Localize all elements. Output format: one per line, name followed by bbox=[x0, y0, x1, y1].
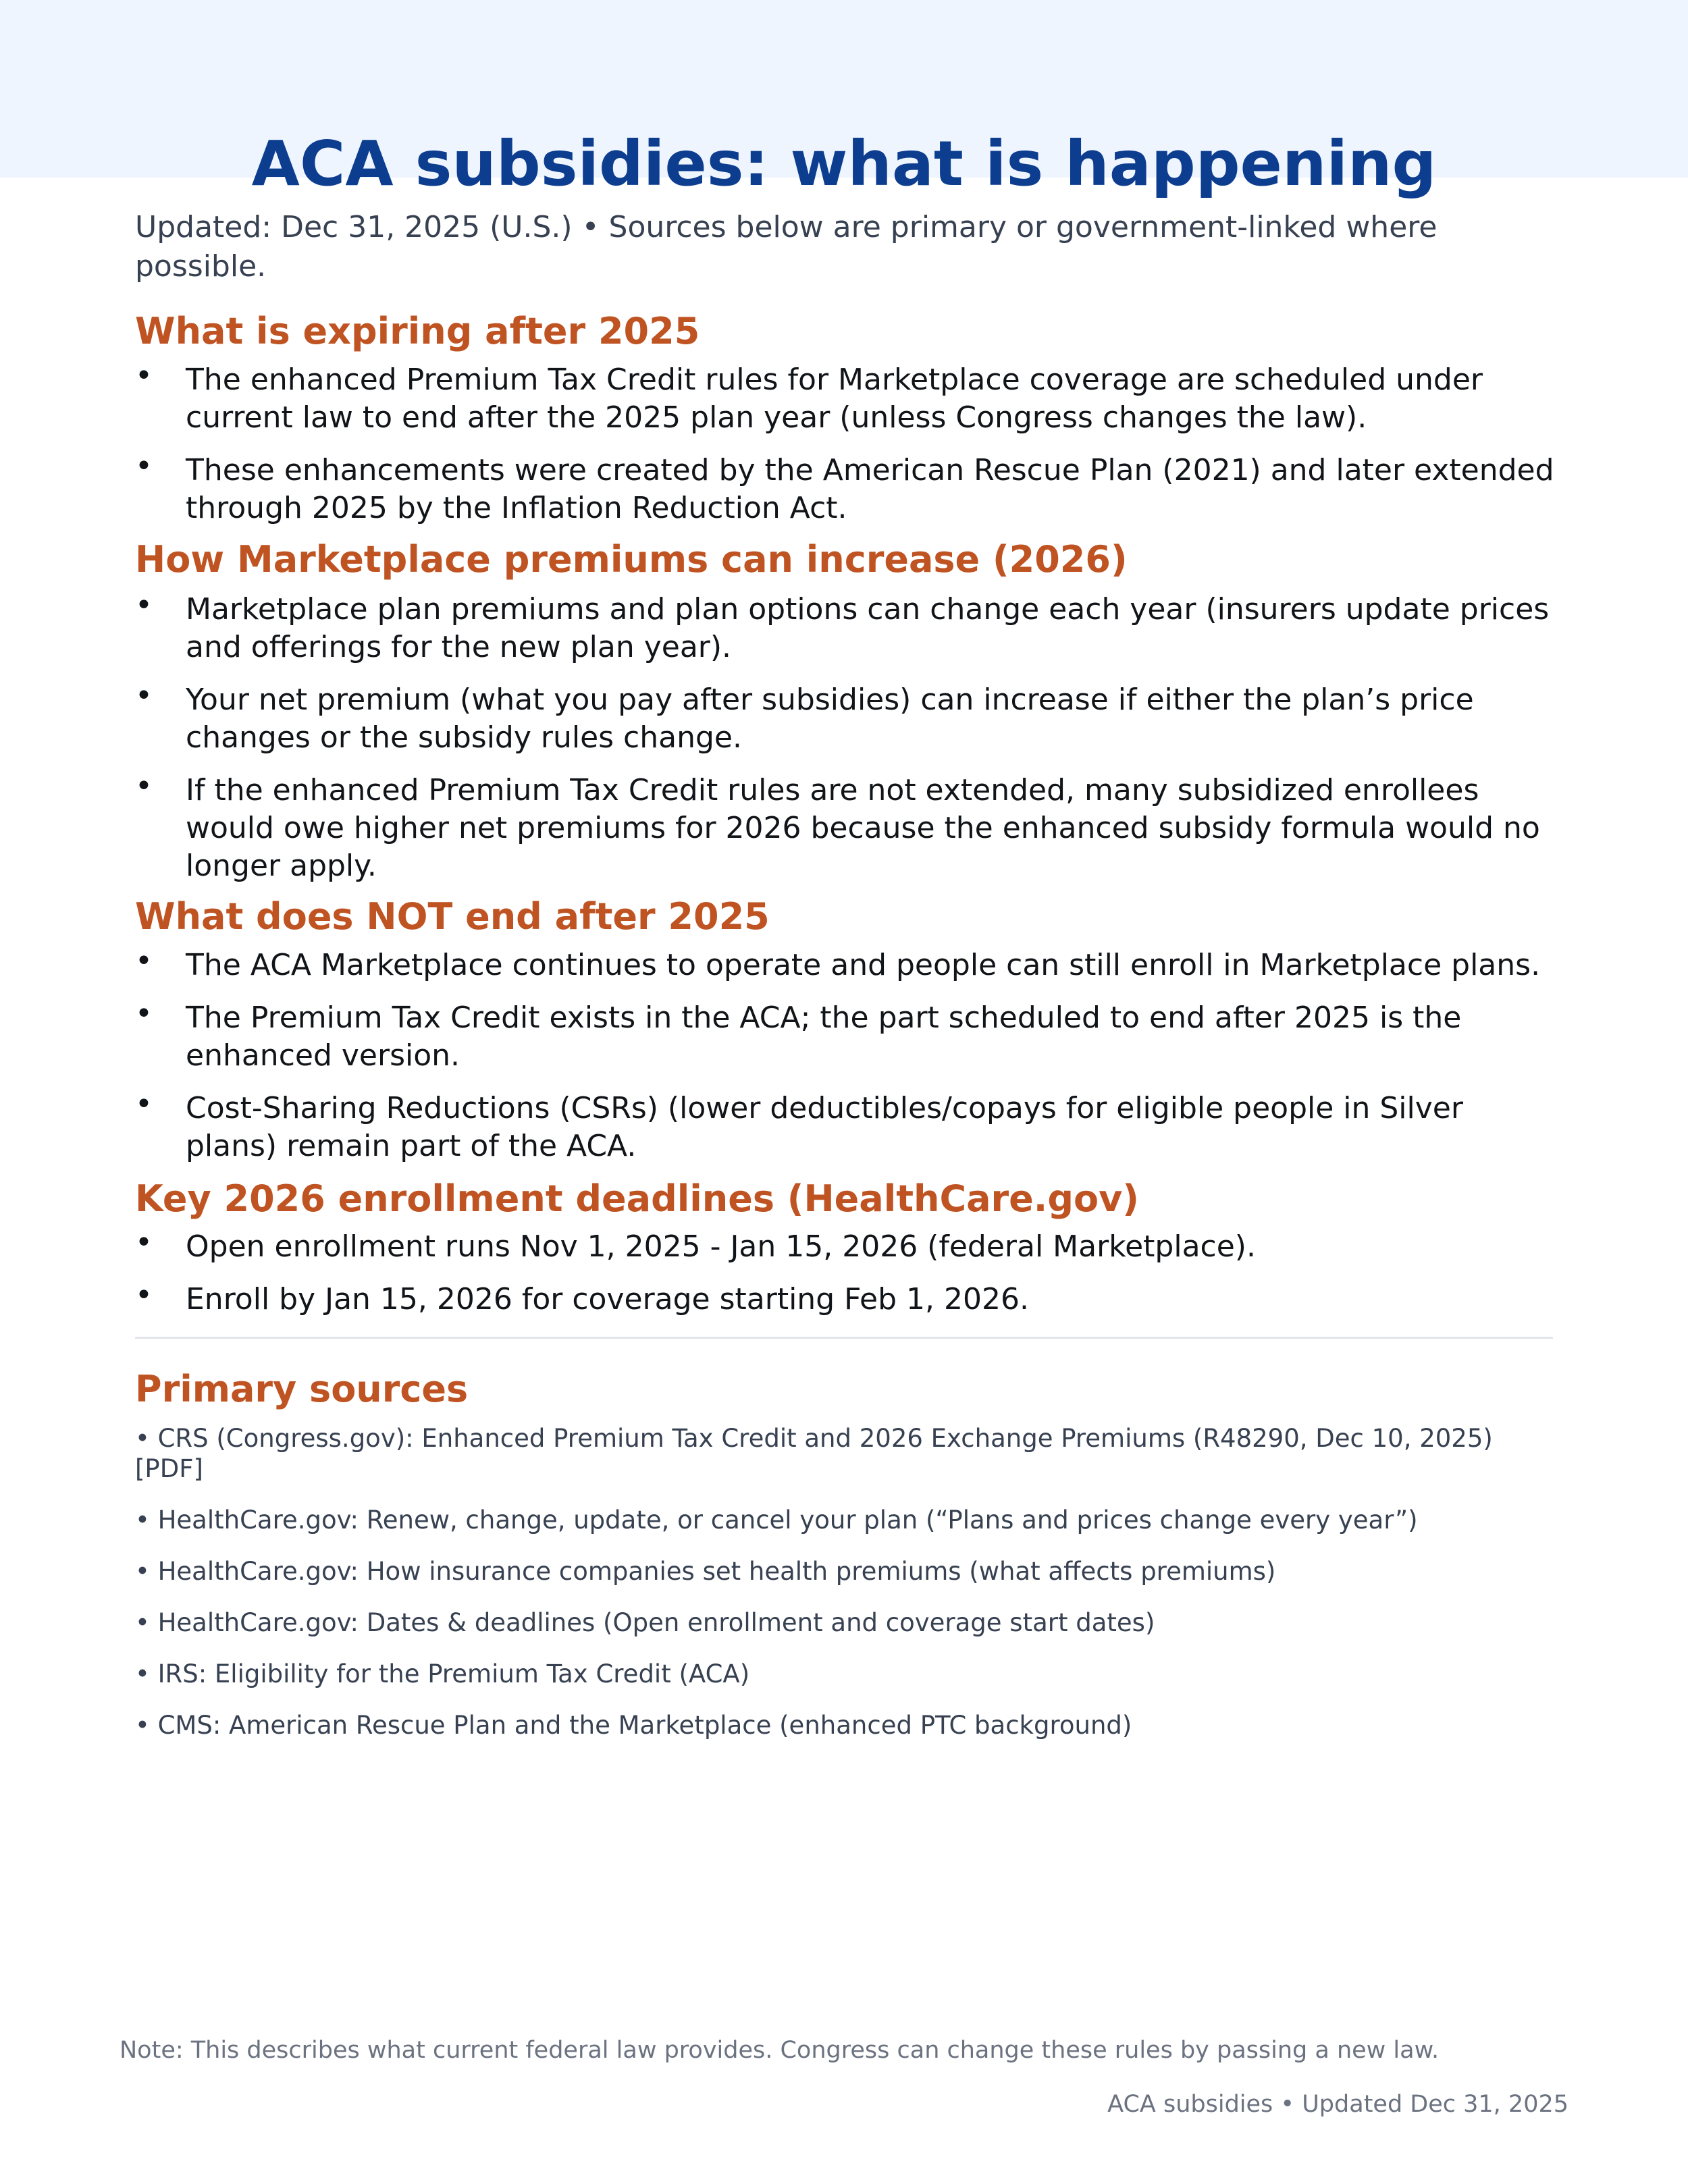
bullet-icon: • bbox=[135, 678, 153, 713]
list-item bbox=[135, 1225, 1560, 1266]
bullet-icon: • bbox=[135, 769, 153, 803]
deadlines-list bbox=[135, 1225, 1560, 1319]
list-item bbox=[135, 678, 1560, 757]
bullet-icon: • bbox=[135, 449, 153, 483]
expiring-list bbox=[135, 358, 1560, 527]
list-item bbox=[135, 1278, 1560, 1319]
footnote: Note: This describes what current federal law provides. Congress can change these rules by passing a new law. bbox=[120, 2037, 1440, 2064]
section-heading-expiring: What is expiring after 2025 bbox=[135, 310, 700, 352]
list-item bbox=[135, 996, 1560, 1075]
source-item: • CMS: American Rescue Plan and the Marketplace (enhanced PTC background) bbox=[135, 1711, 1132, 1740]
source-item: • HealthCare.gov: Renew, change, update, or cancel your plan (“Plans and prices change every year”) bbox=[135, 1506, 1418, 1535]
sources-list bbox=[135, 1423, 1560, 1740]
list-item bbox=[135, 944, 1560, 984]
list-item bbox=[135, 769, 1560, 885]
source-item: • HealthCare.gov: How insurance companies set health premiums (what affects premiums) bbox=[135, 1557, 1276, 1586]
bullet-icon: • bbox=[135, 1087, 153, 1121]
updated-subtitle: Updated: Dec 31, 2025 (U.S.) • Sources below are primary or government-linked where possible. bbox=[135, 210, 1438, 284]
list-item-text: The Premium Tax Credit exists in the ACA; the part scheduled to end after 2025 is the enhanced version. bbox=[186, 1001, 1462, 1073]
list-item bbox=[135, 1087, 1560, 1165]
page-title: ACA subsidies: what is happening bbox=[251, 128, 1437, 200]
bullet-icon: • bbox=[135, 588, 153, 622]
section-divider bbox=[135, 1337, 1553, 1339]
list-item bbox=[135, 588, 1560, 666]
source-item: • CRS (Congress.gov): Enhanced Premium Tax Credit and 2026 Exchange Premiums (R48290, Dec 10, 2025) [PDF] bbox=[135, 1424, 1493, 1483]
list-item-text: Your net premium (what you pay after subsidies) can increase if either the plan’s price changes or the subsidy rules change. bbox=[186, 683, 1474, 755]
source-item: • IRS: Eligibility for the Premium Tax Credit (ACA) bbox=[135, 1659, 750, 1688]
list-item-text: The ACA Marketplace continues to operate and people can still enroll in Marketplace plans. bbox=[186, 948, 1541, 982]
list-item bbox=[135, 449, 1560, 527]
list-item-text: Cost-Sharing Reductions (CSRs) (lower deductibles/copays for eligible people in Silver plans) remain part of the ACA. bbox=[186, 1091, 1463, 1163]
section-heading-not-ending: What does NOT end after 2025 bbox=[135, 895, 770, 938]
bullet-icon: • bbox=[135, 944, 153, 978]
premiums-list bbox=[135, 588, 1560, 885]
section-heading-deadlines: Key 2026 enrollment deadlines (HealthCare.gov) bbox=[135, 1177, 1139, 1220]
list-item-text: Marketplace plan premiums and plan options can change each year (insurers update prices and offerings for the new plan year). bbox=[186, 592, 1550, 664]
list-item-text: If the enhanced Premium Tax Credit rules are not extended, many subsidized enrollees would owe higher net premiums for 2026 because the enhanced subsidy formula would no longer apply. bbox=[186, 773, 1540, 883]
bullet-icon: • bbox=[135, 358, 153, 393]
not-ending-list bbox=[135, 944, 1560, 1165]
list-item-text: Enroll by Jan 15, 2026 for coverage starting Feb 1, 2026. bbox=[186, 1282, 1029, 1316]
list-item-text: These enhancements were created by the American Rescue Plan (2021) and later extended through 2025 by the Inflation Reduction Act. bbox=[186, 453, 1554, 525]
list-item-text: The enhanced Premium Tax Credit rules for Marketplace coverage are scheduled under current law to end after the 2025 plan year (unless Congress changes the law). bbox=[186, 363, 1483, 435]
bullet-icon: • bbox=[135, 1278, 153, 1312]
bullet-icon: • bbox=[135, 996, 153, 1031]
source-item: • HealthCare.gov: Dates & deadlines (Open enrollment and coverage start dates) bbox=[135, 1608, 1155, 1637]
list-item bbox=[135, 358, 1560, 437]
section-heading-premiums: How Marketplace premiums can increase (2026) bbox=[135, 538, 1128, 581]
bullet-icon: • bbox=[135, 1225, 153, 1260]
sources-heading: Primary sources bbox=[135, 1368, 469, 1410]
list-item-text: Open enrollment runs Nov 1, 2025 - Jan 15, 2026 (federal Marketplace). bbox=[186, 1229, 1256, 1264]
page-footer: ACA subsidies • Updated Dec 31, 2025 bbox=[1107, 2091, 1568, 2118]
